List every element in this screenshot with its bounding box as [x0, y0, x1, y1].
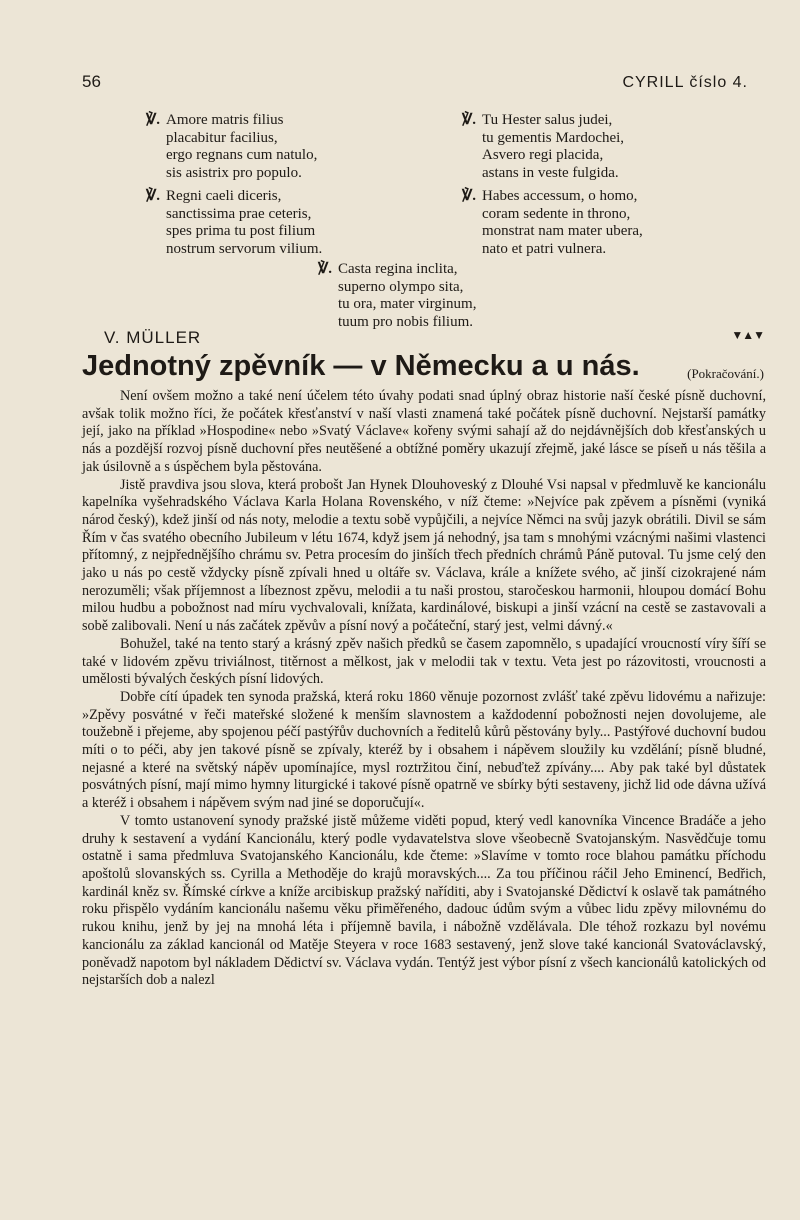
- continuation-note: (Pokračování.): [687, 366, 764, 381]
- paragraph: Bohužel, také na tento starý a krásný zpěv našich předků se časem zapomnělo, s upadající vroucností víry šíří se také v lidovém zpěvu triviálnost, titěrnost a mělkost, jak v melodii tak v textu. Veta jest po rázovitosti, vroucnosti a umělosti bývalých českých písní lidových.: [82, 635, 766, 688]
- verse-line: Asvero regi placida,: [482, 147, 604, 163]
- verse-line: placabitur facilius,: [166, 129, 278, 146]
- verse-right-2: [462, 188, 643, 258]
- paragraph: Jistě pravdiva jsou slova, která probošt Jan Hynek Dlouhoveský z Dlouhé Vsi napsal v předmluvě ke kancionálu kapelníka vyšehradského Václava Karla Holana Rovenského, v níž čteme: »Nejvíce pak zpěvem a písněmi (vyniká národ český), kdež jinší od nás noty, melodie a textu sobě vypůjčili, a nejvíce Němci na svůj jazyk obrátili. Divil se sám Řím v čas svatého obecního Jubileum v létu 1674, když jsem já nehodný, jsa tam s mnohými vzácnými našimi vlastenci přítomný, z nejpřednějšího chrámu sv. Petra procesím do jinších třech předních chrámů Páně putoval. Tu jsme celý den jako u nás po cestě vždycky písně zpívali hned u oltáře sv. Václava, krále a knížete svého, ač jinší cizokrajené nám nerozuměli; však příjemnost a líbeznost zpěvu, melodii a tu naši prostou, staročeskou harmonii, hloupou domácí Bohu milou hudbu a pobožnost nad míru vychvalovali, knížata, kardinálové, biskupi a jinší vzácní na cestě se zastavovali a sobě zalibovali. Není u nás začátek zpěvův a písní nový a počáteční, starý jest, velmi dávný.«: [82, 476, 766, 635]
- paragraph: V tomto ustanovení synody pražské jistě můžeme viděti popud, který vedl kanovníka Vincence Bradáče a jeho druhy k sestavení a vydání Kancionálu, který podle vydavatelstva slove všeobecně Svatojanským. Nasvědčuje tomu ostatně i sama předmluva Svatojanského Kancionálu, kde čteme: »Slavíme v tomto roce blahou památku příchodu apoštolů slovanských ss. Cyrilla a Methoděje do krajů moravských.... Za tou příčinou ráčil Jeho Eminencí, Bedřich, kardinál kněz sv. Římské církve a kníže arcibiskup pražský naříditi, aby i Svatojanské Dědictví k oslavě tak památného roku přispělo vydáním kancionálu našemu věku přiměřeného, dadouc údům svým a vůbec lidu zpěvy milovnému do rukou knihu, jenž by jej na mnohá léta i příjemně bavila, i nábožně vzdělávala. Dle téhož rozkazu byl novému kancionálu za základ kancionál od Matěje Steyera v roce 1683 sestavený, jenž slove také kancionál Svatováclavský, poněvadž napotom byl nákladem Dědictví sv. Václava vydán. Tentýž jest výbor písní z všech kancionálů katolických od nejstarších dob a nalezl: [82, 812, 766, 989]
- verse-line: monstrat nam mater ubera,: [482, 223, 643, 239]
- verse-line: spes prima tu post filium: [166, 223, 316, 239]
- running-title: CYRILL číslo 4.: [622, 74, 748, 91]
- verse-right-1: [462, 112, 624, 182]
- verse-line: sanctissima prae ceteris,: [166, 205, 312, 222]
- article-body: [82, 388, 766, 990]
- ornament-icon: ▼▲▼: [731, 328, 764, 342]
- verse-line: nato et patri vulnera.: [482, 240, 607, 257]
- verse-line: Habes accessum, o homo,: [482, 188, 638, 204]
- paragraph: Dobře cítí úpadek ten synoda pražská, která roku 1860 věnuje pozornost zvlášť také zpěvu lidovému a nařizuje: »Zpěvy posvátné v řeči mateřské složené k menším slavnostem a každodenní pobožnosti nejen dovolujeme, ale toužebně i přejeme, aby spojenou péčí pastýřův duchovních a ředitelů kůrů pěstovány byly... Pastýřové duchovní budou míti o to péči, aby jen takové písně se zpívaly, kteréž by i obsahem i nápěvem sloužily ku vzdělání; písně bludné, nejasné a které na světský nápěv upomínajíce, mysl roztržitou činí, nebuďtež zpívány.... Aby pak také byl důstatek posvátných písní, mají mimo hymny liturgické i takové písně opatrně ve sbírky býti sestaveny, jichž lid ode dávna užívá a kteréž i obsahem i nápěvem svým nad jiné se doporučují«.: [82, 688, 766, 812]
- verse-left-1: [146, 112, 317, 182]
- versicle-mark: ℣.: [318, 261, 333, 277]
- verse-line: sis asistrix pro populo.: [166, 164, 302, 181]
- paragraph: Není ovšem možno a také není účelem této úvahy podati snad úplný obraz historie naší české písně duchovní, avšak tolik možno říci, že počátek křesťanství v naší vlasti znamená také počátek písně duchovní. Nejstarší památky její, jako na příklad »Hospodine« nebo »Svatý Václave« kořeny svými sahají až do nejdávnějších dob křesťanských u nás a pozdější rozvoj písně duchovní přes neutěšené a obtížné poměry ukazují zřejmě, jaké lásce se píseň u nás těšila a jak úsilovně a s úspěchem byla pěstována.: [82, 388, 766, 475]
- verse-line: tu ora, mater virginum,: [338, 296, 477, 312]
- verse-line: ergo regnans cum natulo,: [166, 147, 318, 163]
- page-number: 56: [82, 72, 101, 91]
- verse-line: Amore matris filius: [166, 112, 284, 128]
- article-title: Jednotný zpěvník — v Německu a u nás.: [82, 350, 640, 382]
- versicle-mark: ℣.: [462, 112, 477, 128]
- verse-line: Tu Hester salus judei,: [482, 112, 613, 128]
- versicle-mark: ℣.: [146, 188, 161, 204]
- verse-line: nostrum servorum vilium.: [166, 240, 323, 257]
- verse-center: [318, 261, 476, 331]
- verse-line: coram sedente in throno,: [482, 205, 631, 222]
- verse-line: astans in veste fulgida.: [482, 164, 619, 181]
- verse-line: Casta regina inclita,: [338, 261, 458, 277]
- versicle-mark: ℣.: [462, 188, 477, 204]
- versicle-mark: ℣.: [146, 112, 161, 128]
- verse-left-2: [146, 188, 322, 258]
- verse-line: superno olympo sita,: [338, 278, 464, 295]
- verse-line: tu gementis Mardochei,: [482, 129, 625, 146]
- article-author: V. MÜLLER: [104, 328, 202, 347]
- verse-line: tuum pro nobis filium.: [338, 313, 473, 330]
- verse-line: Regni caeli diceris,: [166, 188, 282, 204]
